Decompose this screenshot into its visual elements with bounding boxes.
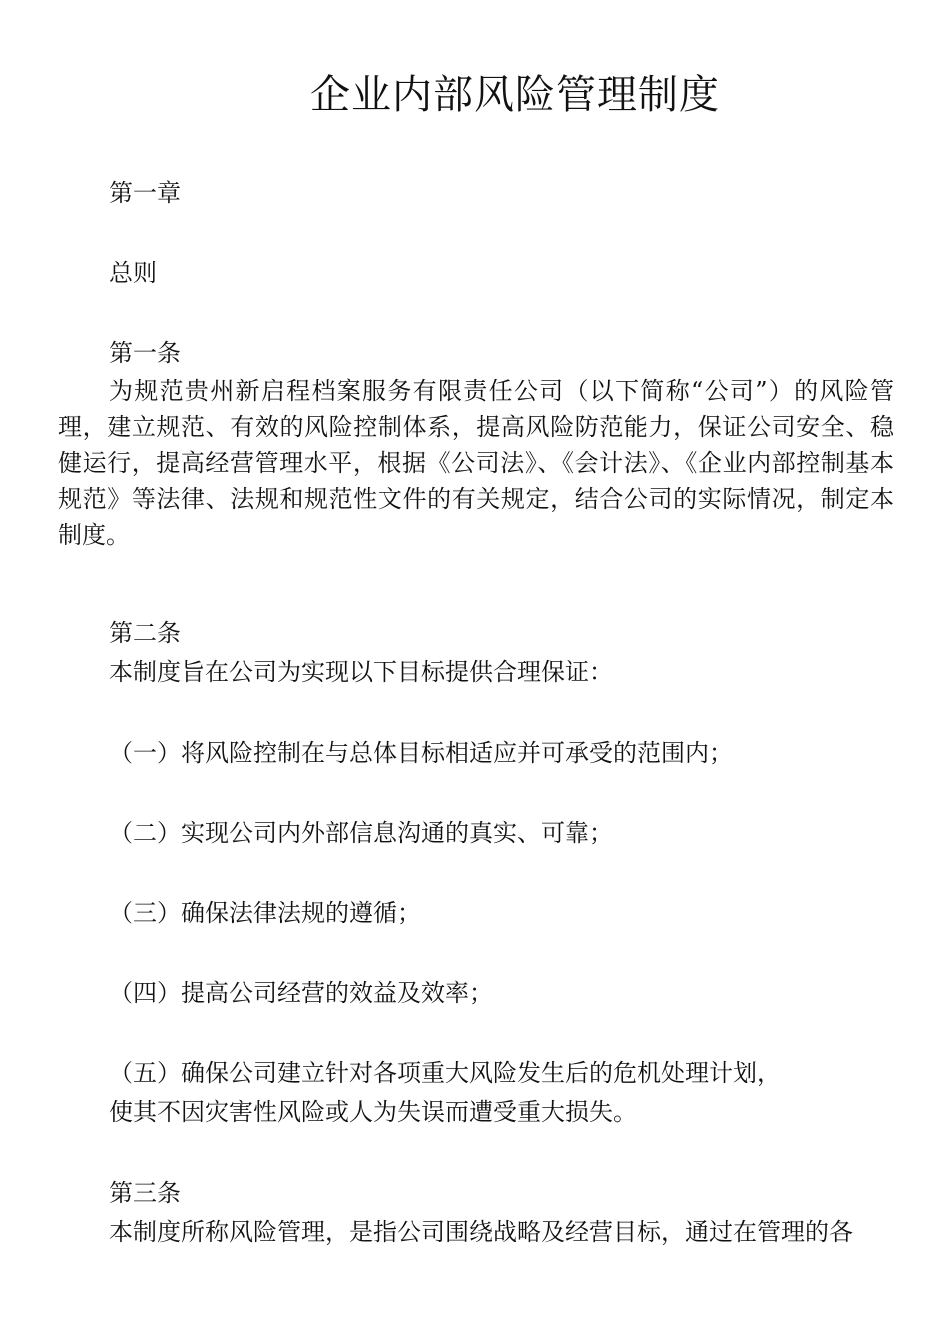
article-2-item: （五）确保公司建立针对各项重大风险发生后的危机处理计划， xyxy=(109,1059,781,1087)
article-2-item: （一）将风险控制在与总体目标相适应并可承受的范围内； xyxy=(109,739,733,767)
article-2-item: （四）提高公司经营的效益及效率； xyxy=(109,979,493,1007)
article-3-text: 本制度所称风险管理，是指公司围绕战略及经营目标，通过在管理的各 xyxy=(109,1218,853,1246)
article-1-label: 第一条 xyxy=(109,339,181,367)
article-2-item-continuation: 使其不因灾害性风险或人为失误而遭受重大损失。 xyxy=(109,1098,637,1126)
article-2-item: （三）确保法律法规的遵循； xyxy=(109,899,421,927)
chapter-name: 总则 xyxy=(109,259,157,287)
article-1-text: 为规范贵州新启程档案服务有限责任公司（以下简称“公司”）的风险管理，建立规范、有效的风险控制体系，提高风险防范能力，保证公司安全、稳健运行，提高经营管理水平，根据《公司法》、《会计法》、《企业内部控制基本规范》等法律、法规和规范性文件的有关规定，结合公司的实际情况，制定本制度。 xyxy=(58,377,894,549)
article-2-label: 第二条 xyxy=(109,619,181,647)
chapter-label: 第一章 xyxy=(109,179,181,207)
article-3-label: 第三条 xyxy=(109,1179,181,1207)
document-title: 企业内部风险管理制度 xyxy=(310,72,720,118)
article-2-intro: 本制度旨在公司为实现以下目标提供合理保证： xyxy=(109,658,613,686)
article-2-item: （二）实现公司内外部信息沟通的真实、可靠； xyxy=(109,819,613,847)
